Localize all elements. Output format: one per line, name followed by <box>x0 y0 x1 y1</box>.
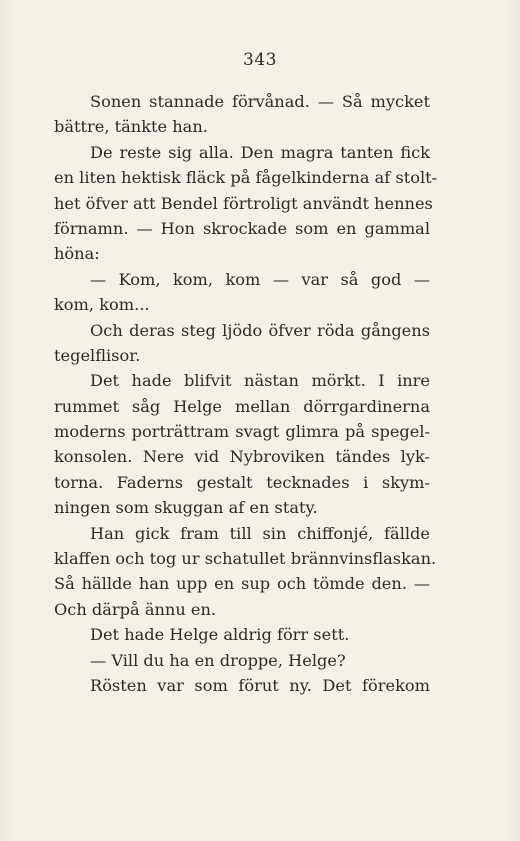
text-line: moderns porträttram svagt glimra på spegel- <box>54 422 430 442</box>
text-line: tegelflisor. <box>54 345 141 365</box>
text-line: Det hade Helge aldrig förr sett. <box>90 625 350 645</box>
text-line: en liten hektisk fläck på fågelkinderna af stolt- <box>54 168 438 188</box>
text-line: Rösten var som förut ny. Det förekom <box>90 675 430 695</box>
page-number: 343 <box>243 50 277 70</box>
text-line: ningen som skuggan af en staty. <box>54 498 318 518</box>
body-text <box>54 89 438 698</box>
text-line: Sonen stannade förvånad. — Så mycket <box>90 92 430 111</box>
text-line: Så hällde han upp en sup och tömde den. — <box>54 574 430 594</box>
text-line: Och deras steg ljödo öfver röda gångens <box>90 320 430 340</box>
text-line: kom, kom... <box>54 295 150 315</box>
text-line: De reste sig alla. Den magra tanten fick <box>90 142 430 162</box>
text-line: het öfver att Bendel förtroligt användt hennes <box>54 193 433 213</box>
text-line: klaffen och tog ur schatullet brännvinsflaskan. <box>54 549 437 569</box>
text-line: torna. Faderns gestalt tecknades i skym- <box>54 472 430 492</box>
text-line: bättre, tänkte han. <box>54 117 208 137</box>
text-line: — Kom, kom, kom — var så god — <box>90 269 430 289</box>
text-line: höna: <box>54 244 100 264</box>
text-line: rummet såg Helge mellan dörrgardinerna <box>54 396 430 416</box>
text-line: förnamn. — Hon skrockade som en gammal <box>54 218 430 238</box>
text-line: Det hade blifvit nästan mörkt. I inre <box>90 371 430 391</box>
text-line: — Vill du ha en droppe, Helge? <box>90 650 346 670</box>
text-line: konsolen. Nere vid Nybroviken tändes lyk- <box>54 447 430 467</box>
text-line: Och därpå ännu en. <box>54 599 217 619</box>
text-line: Han gick fram till sin chiffonjé, fällde <box>90 523 430 543</box>
